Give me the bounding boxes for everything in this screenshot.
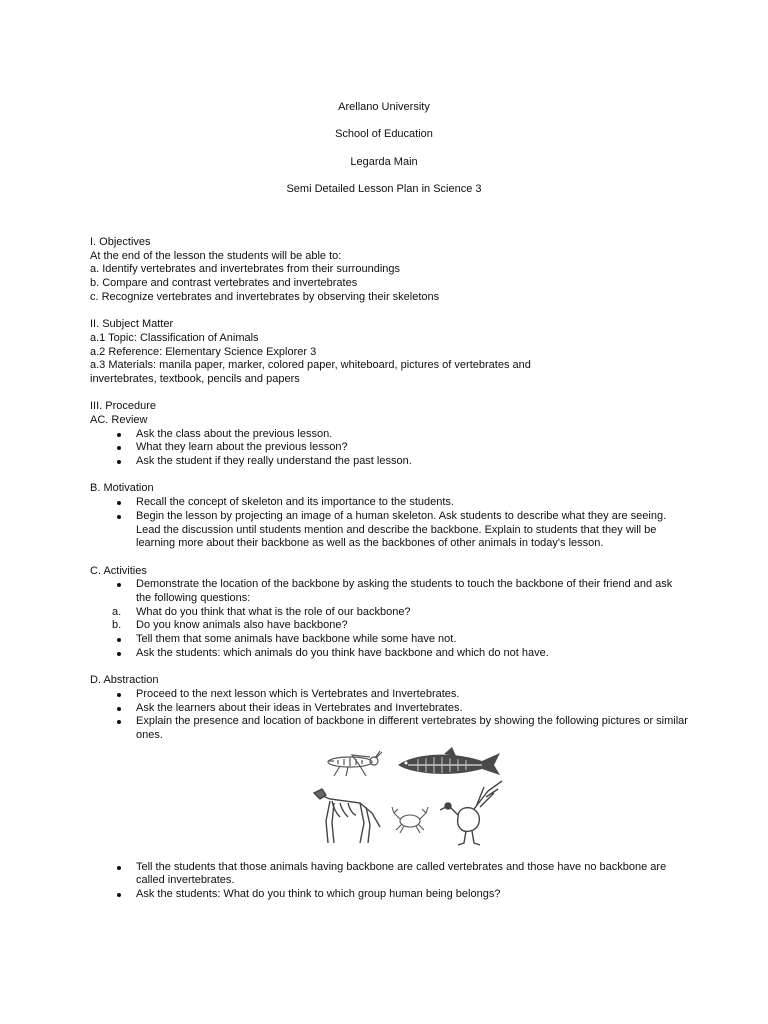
dog-skeleton-icon: [310, 785, 382, 847]
plan-title: Semi Detailed Lesson Plan in Science 3: [286, 182, 482, 195]
objectives-heading: I. Objectives: [90, 236, 151, 248]
objective-item: a. Identify vertebrates and invertebrates from their surroundings: [90, 263, 400, 276]
bullet-icon: [117, 433, 121, 437]
question-item: a. What do you think that what is the role of our backbone?: [112, 605, 411, 618]
question-item: b. Do you know animals also have backbone?: [112, 619, 348, 632]
school-name: School of Education: [335, 128, 433, 141]
list-item: What they learn about the previous lesson?: [90, 441, 690, 455]
list-item: Begin the lesson by projecting an image of a human skeleton. Ask students to describe what they are seeing. Lead the discussion until students mention and describe the backbone. Explain to students that they will be learning more about their backbone as well as the backbones of other animals in today's lesson.: [90, 510, 690, 551]
subject-materials-cont: invertebrates, textbook, pencils and papers: [90, 372, 300, 385]
bullet-icon: [117, 866, 121, 870]
list-item: Ask the student if they really understand the past lesson.: [90, 455, 690, 469]
subject-topic: a.1 Topic: Classification of Animals: [90, 331, 259, 344]
list-item: Ask the students: What do you think to which group human being belongs?: [90, 888, 690, 902]
list-item: Demonstrate the location of the backbone by asking the students to touch the backbone of their friend and ask the following questions:: [90, 578, 690, 605]
objective-item: c. Recognize vertebrates and invertebrates by observing their skeletons: [90, 290, 440, 303]
document-body: [90, 236, 690, 902]
list-item: Ask the learners about their ideas in Vertebrates and Invertebrates.: [90, 702, 690, 716]
list-item: Proceed to the next lesson which is Vertebrates and Invertebrates.: [90, 688, 690, 702]
bullet-icon: [117, 501, 121, 505]
bullet-icon: [117, 893, 121, 897]
objectives-intro: At the end of the lesson the students will be able to:: [90, 249, 342, 262]
campus-name: Legarda Main: [350, 155, 418, 168]
bullet-icon: [117, 720, 121, 724]
crab-icon: [390, 803, 430, 835]
review-heading: AC. Review: [90, 413, 148, 426]
subject-matter-heading: II. Subject Matter: [90, 318, 174, 331]
procedure-heading: III. Procedure: [90, 400, 157, 413]
bullet-icon: [117, 460, 121, 464]
bullet-icon: [117, 446, 121, 450]
list-item: Ask the class about the previous lesson.: [90, 428, 690, 442]
document-header: [0, 100, 768, 209]
activities-heading: C. Activities: [90, 564, 147, 577]
university-name: Arellano University: [338, 101, 430, 113]
bullet-icon: [117, 652, 121, 656]
bird-skeleton-icon: [436, 777, 506, 847]
grasshopper-skeleton-icon: [320, 749, 384, 779]
list-item: Tell them that some animals have backbone while some have not.: [90, 633, 690, 647]
bullet-icon: [117, 638, 121, 642]
subject-materials: a.3 Materials: manila paper, marker, colored paper, whiteboard, pictures of vertebrates and: [90, 359, 531, 372]
subject-reference: a.2 Reference: Elementary Science Explorer 3: [90, 345, 317, 358]
abstraction-heading: D. Abstraction: [90, 674, 159, 687]
fish-skeleton-icon: [394, 747, 504, 781]
motivation-heading: B. Motivation: [90, 482, 154, 495]
bullet-icon: [117, 693, 121, 697]
list-item: Recall the concept of skeleton and its importance to the students.: [90, 496, 690, 510]
objective-item: b. Compare and contrast vertebrates and invertebrates: [90, 277, 358, 290]
bullet-icon: [117, 583, 121, 587]
list-item: Tell the students that those animals having backbone are called vertebrates and those have no backbone are called invertebrates.: [90, 861, 690, 888]
list-item: Explain the presence and location of backbone in different vertebrates by showing the following pictures or similar ones.: [90, 715, 690, 742]
bullet-icon: [117, 515, 121, 519]
skeleton-figure: [310, 747, 510, 847]
list-item: Ask the students: which animals do you think have backbone and which do not have.: [90, 647, 690, 661]
bullet-icon: [117, 707, 121, 711]
